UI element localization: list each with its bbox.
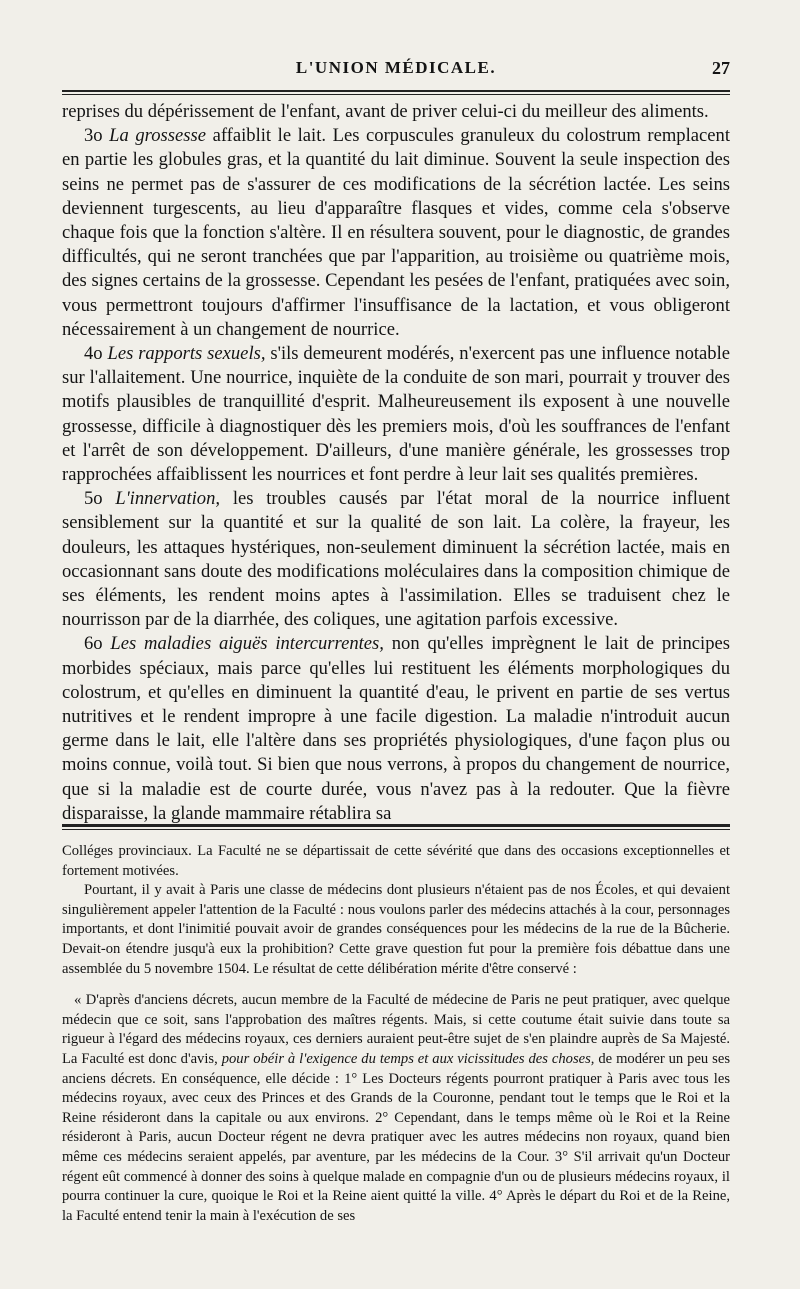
running-title: L'UNION MÉDICALE. (295, 58, 497, 77)
section-title: L'innervation, (115, 488, 221, 510)
feuilleton-paragraph: Pourtant, il y avait à Paris une classe de médecins dont plusieurs n'étaient pas de nos Écoles, et qui devaient singulièrement appeler l'attention de la Faculté : nous voulons parler des médecins attachés à la cour, personnages importants, et dont l'inimitié pouvait avoir de grandes conséquences pour les médecins de la rue de la Bûcherie. Devait-on étendre jusqu'à eux la prohibition? Cette grave question fut pour la première fois débattue dans une assemblée du 5 novembre 1504. Le résultat de cette délibération mérite d'être conservé : (62, 882, 730, 977)
page-number: 27 (712, 58, 730, 78)
section-title: La grossesse (109, 125, 206, 147)
section-text: non qu'elles imprègnent le lait de principes morbides spéciaux, mais parce qu'elles lui restituent les éléments morphologiques du colostrum, et qu'elles en diminuent la quantité d'eau, le privent en partie de ses vertus nutritives et le rendent impropre à une facile digestion. La maladie n'introduit aucun germe dans le lait, elle l'altère dans ses propriétés physiologiques, d'une façon plus ou moins connue, voilà tout. Si bien que nous verrons, à propos du changement de nourrice, que si la maladie est de courte durée, vous n'avez pas à la redouter. Que la fièvre disparaisse, la glande mammaire rétablira sa (62, 633, 731, 824)
section-text: s'ils demeurent modérés, n'exercent pas une influence notable sur l'allaitement. Une nourrice, inquiète de la conduite de son mari, pourrait y trouver des motifs plausibles de tranquillité d'esprit. Malheureusement ils exposent à une nouvelle grossesse, difficile à diagnostiquer dès les premiers mois, d'où les souffrances de l'enfant et l'arrêt de son développement. D'ailleurs, d'une manière générale, les grossesses trop rapprochées affaiblissent les nourrices et font perdre à leur lait ses qualités premières. (62, 343, 730, 486)
feuilleton-quote (62, 991, 730, 1226)
paragraph-acute-diseases (62, 632, 730, 826)
quote-italic: pour obéir à l'exigence du temps et aux vicissitudes des choses, (221, 1050, 595, 1067)
section-title: Les rapports sexuels, (107, 343, 266, 365)
page-header (62, 58, 730, 86)
paragraph-pregnancy (62, 124, 730, 342)
paragraph-continuation: reprises du dépérissement de l'enfant, avant de priver celui-ci du meilleur des aliments. (62, 101, 709, 122)
feuilleton-text (62, 842, 730, 1226)
section-number: 3o (84, 125, 103, 147)
section-text: affaiblit le lait. Les corpuscules granuleux du colostrum remplacent en partie les globules gras, et la quantité du lait diminue. Souvent la seule inspection des seins ne permet pas de s'assurer de ces modifications de la sécrétion lactée. Les seins deviennent turgescents, au lieu d'apparaître flasques et vides, comme cela s'observe chaque fois que la fonction s'altère. Il en résultera souvent, pour le diagnostic, de grandes difficultés, qui ne seront tranchées que par l'apparition, au troisième ou quatrième mois, des signes certains de la grossesse. Cependant les pesées de l'enfant, pratiquées avec soin, vous permettront toujours d'affirmer l'insuffisance de la lactation, et vous obligeront nécessairement à un changement de nourrice. (62, 125, 730, 340)
quote-text: « D'après d'anciens décrets, aucun membre de la Faculté de médecine de Paris ne peut pratiquer, avec quelque médecin que ce soit, sans l'approbation des maîtres régents. Mais, si cette coutume était suivie dans toute sa rigueur à l'égard des médecins royaux, ces derniers auraient peut-être sujet de s'en plaindre auprès de Sa Majesté. La Faculté est donc d'avis, (62, 992, 730, 1067)
section-number: 6o (84, 633, 103, 655)
main-text (62, 100, 730, 826)
section-title: Les maladies aiguës intercurrentes, (110, 633, 384, 655)
section-text: les troubles causés par l'état moral de la nourrice influent sensiblement sur la quantité et sur la qualité de son lait. La colère, la frayeur, les douleurs, les attaques hystériques, non-seulement diminuent la sécrétion lactée, mais en occasionnant sans doute des modifications moléculaires dans la composition chimique de ses éléments, les rendent moins aptes à l'assimilation. Elles se traduisent chez le nourrisson par de la diarrhée, des coliques, une agitation parfois excessive. (62, 488, 730, 631)
quote-text: de modérer un peu ses anciens décrets. En conséquence, elle décide : 1° Les Docteurs régents pourront pratiquer à Paris avec tous les médecins royaux, avec ceux des Princes et des Grands de la Couronne, pendant tout le temps que le Roi et la Reine résideront dans la capitale ou aux environs. 2° Cependant, dans le temps même où le Roi et la Reine résideront à Paris, aucun Docteur régent ne devra pratiquer avec les autres médecins non royaux, quand bien même ces médecins seraient appelés, par aventure, par les médecins de la Cour. 3° S'il arrivait qu'un Docteur régent eût commencé à donner des soins à quelque malade en compagnie d'un ou de plusieurs médecins royaux, il pourra continuer la cure, quoique le Roi et la Reine aient quitté la ville. 4° Après le départ du Roi et de la Reine, la Faculté entend tenir la main à l'exécution de ses (62, 1050, 730, 1224)
header-rule (62, 90, 730, 95)
paragraph-sexual-relations (62, 342, 730, 487)
section-number: 5o (84, 488, 103, 510)
paragraph-innervation (62, 487, 730, 632)
feuilleton-paragraph: Colléges provinciaux. La Faculté ne se départissait de cette sévérité que dans des occasions exceptionnelles et fortement motivées. (62, 843, 730, 879)
feuilleton-rule (62, 824, 730, 830)
section-number: 4o (84, 343, 103, 365)
